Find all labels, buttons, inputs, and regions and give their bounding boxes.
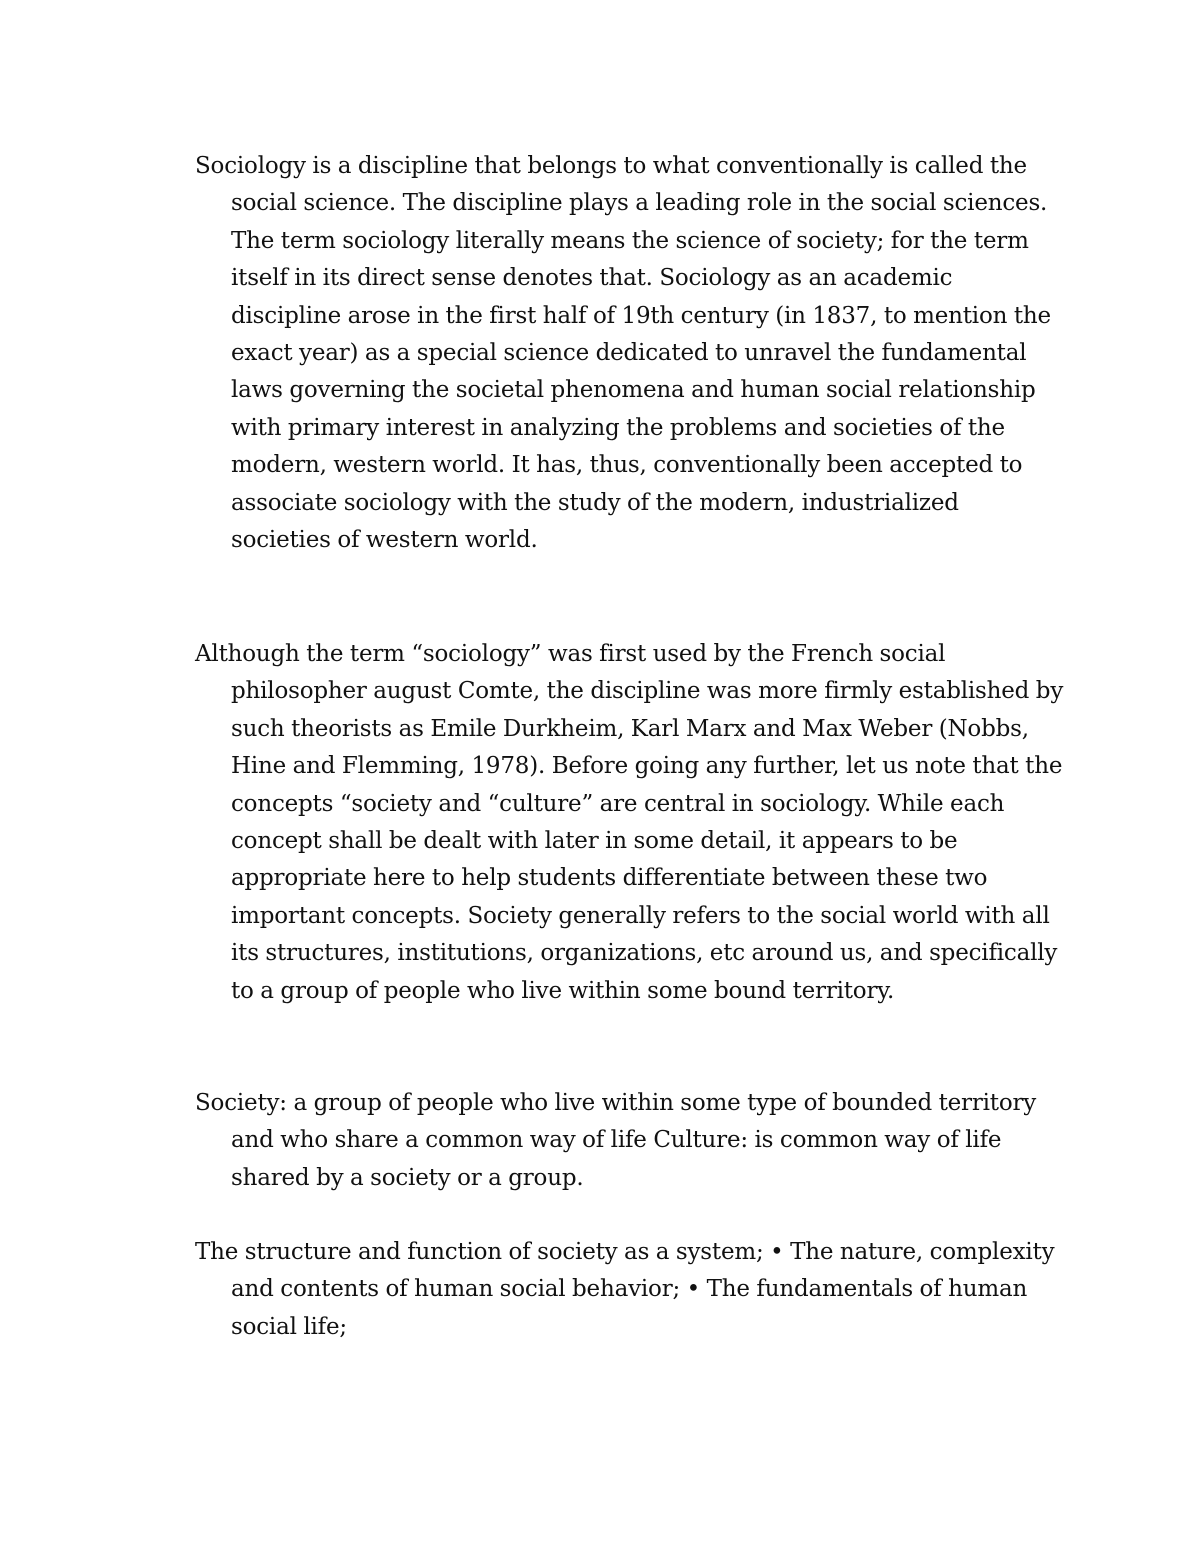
paragraph-sociology-origins: Although the term “sociology” was first used by the French social philosopher august Comte, the discipline was more firmly established by such theorists as Emile Durkheim, Karl Marx and Max Weber (Nobbs, Hine and Flemming, 1978). Before going any further, let us note that the concepts “society and “culture” are central in sociology. While each concept shall be dealt with later in some detail, it appears to be appropriate here to help students differentiate between these two important concepts. Society generally refers to the social world with all its structures, institutions, organizations, etc around us, and specifically to a group of people who live within some bound territory. (195, 641, 1064, 1004)
paragraph-society-culture-definitions: Society: a group of people who live within some type of bounded territory and who share a common way of life Culture: is common way of life shared by a society or a group. (195, 1090, 1037, 1191)
paragraph-sociology-definition: Sociology is a discipline that belongs to what conventionally is called the social science. The discipline plays a leading role in the social sciences. The term sociology literally means the science of society; for the term itself in its direct sense denotes that. Sociology as an academic discipline arose in the first half of 19th century (in 1837, to mention the exact year) as a special science dedicated to unravel the fundamental laws governing the societal phenomena and human social relationship with primary interest in analyzing the problems and societies of the modern, western world. It has, thus, conventionally been accepted to associate sociology with the study of the modern, industrialized societies of western world. (195, 153, 1051, 554)
paragraph-sociology-scope: The structure and function of society as a system; • The nature, complexity and contents of human social behavior; • The fundamentals of human social life; (195, 1239, 1055, 1340)
